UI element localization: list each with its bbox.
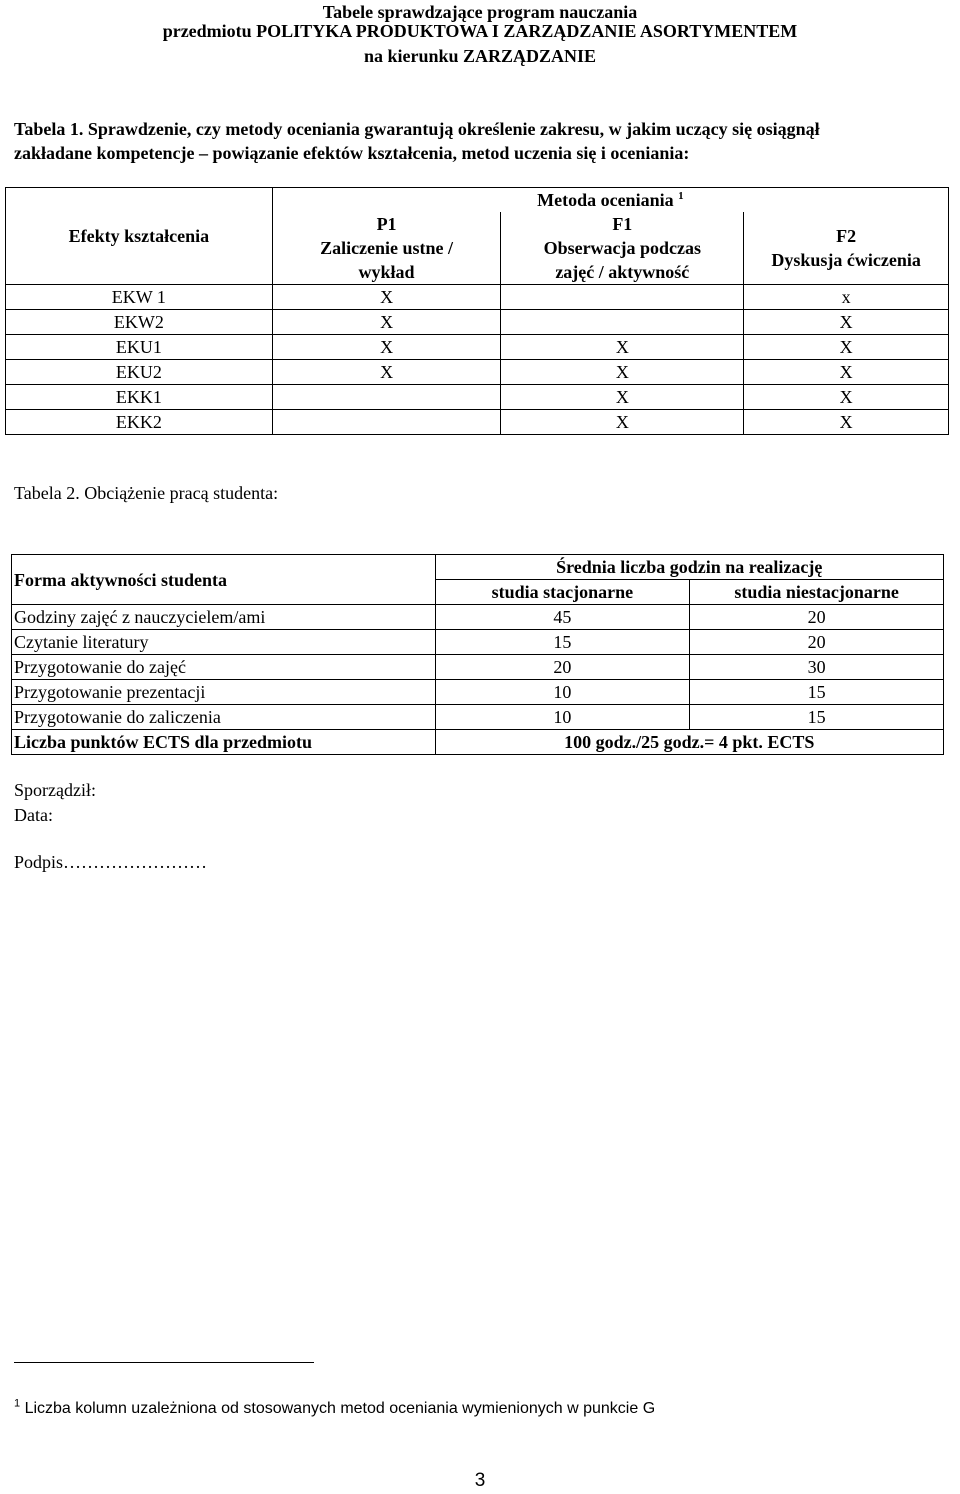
table-row: EKW 1 X x [6, 285, 949, 310]
table-row: Przygotowanie do zajęć 20 30 [12, 655, 944, 680]
table1-caption-line2: zakładane kompetencje – powiązanie efektów kształcenia, metod uczenia się i oceniania: [14, 143, 690, 163]
total-row [12, 730, 944, 755]
title-line-3: na kierunku ZARZĄDZANIE [363, 46, 597, 66]
workload-table [11, 554, 944, 755]
page-number: 3 [474, 1470, 486, 1491]
header-effects: Efekty kształcenia [6, 188, 273, 285]
table-row: Czytanie literatury 15 20 [12, 630, 944, 655]
header-f2: F2 Dyskusja ćwiczenia [744, 212, 949, 285]
header-stationary: studia stacjonarne [435, 580, 690, 605]
table-row: Godziny zajęć z nauczycielem/ami 45 20 [12, 605, 944, 630]
footnote-ref: 1 [678, 190, 684, 202]
header-method-group: Metoda oceniania $^1$ [272, 188, 948, 213]
footnote-text: Liczba kolumn uzależniona od stosowanych metod oceniania wymienionych w punkcie G [24, 1400, 656, 1417]
prepared-by: Sporządził: [14, 780, 96, 800]
table-row: EKU2 X X X [6, 360, 949, 385]
total-value: 100 godz./25 godz.= 4 pkt. ECTS [435, 730, 944, 755]
assessment-methods-table [5, 187, 949, 435]
footnote-mark: 1 [14, 1397, 21, 1410]
table-row: EKK1 X X [6, 385, 949, 410]
footnote [14, 1397, 656, 1418]
signature-line: Podpis…………………… [14, 852, 208, 872]
header-p1: P1 Zaliczenie ustne / wykład [272, 212, 501, 285]
table-row: EKU1 X X X [6, 335, 949, 360]
total-label: Liczba punktów ECTS dla przedmiotu [12, 730, 436, 755]
title-line-2: przedmiotu POLITYKA PRODUKTOWA I ZARZĄDZANIE ASORTYMENTEM [162, 21, 798, 41]
table-row: EKK2 X X [6, 410, 949, 435]
table-row: Przygotowanie prezentacji 10 15 [12, 680, 944, 705]
footnote-separator [14, 1362, 314, 1363]
table2-caption: Tabela 2. Obciążenie pracą studenta: [14, 483, 279, 503]
header-activity: Forma aktywności studenta [12, 555, 436, 605]
header-nonstationary: studia niestacjonarne [690, 580, 944, 605]
table-row: Przygotowanie do zaliczenia 10 15 [12, 705, 944, 730]
table-row: EKW2 X X [6, 310, 949, 335]
header-hours-group: Średnia liczba godzin na realizację [435, 555, 944, 580]
title-line-1: Tabele sprawdzające program nauczania [322, 2, 638, 22]
date-label: Data: [14, 805, 53, 825]
header-f1: F1 Obserwacja podczas zajęć / aktywność [501, 212, 744, 285]
table1-caption-line1: Tabela 1. Sprawdzenie, czy metody oceniania gwarantują określenie zakresu, w jakim uczący się osiągnął [14, 119, 820, 139]
